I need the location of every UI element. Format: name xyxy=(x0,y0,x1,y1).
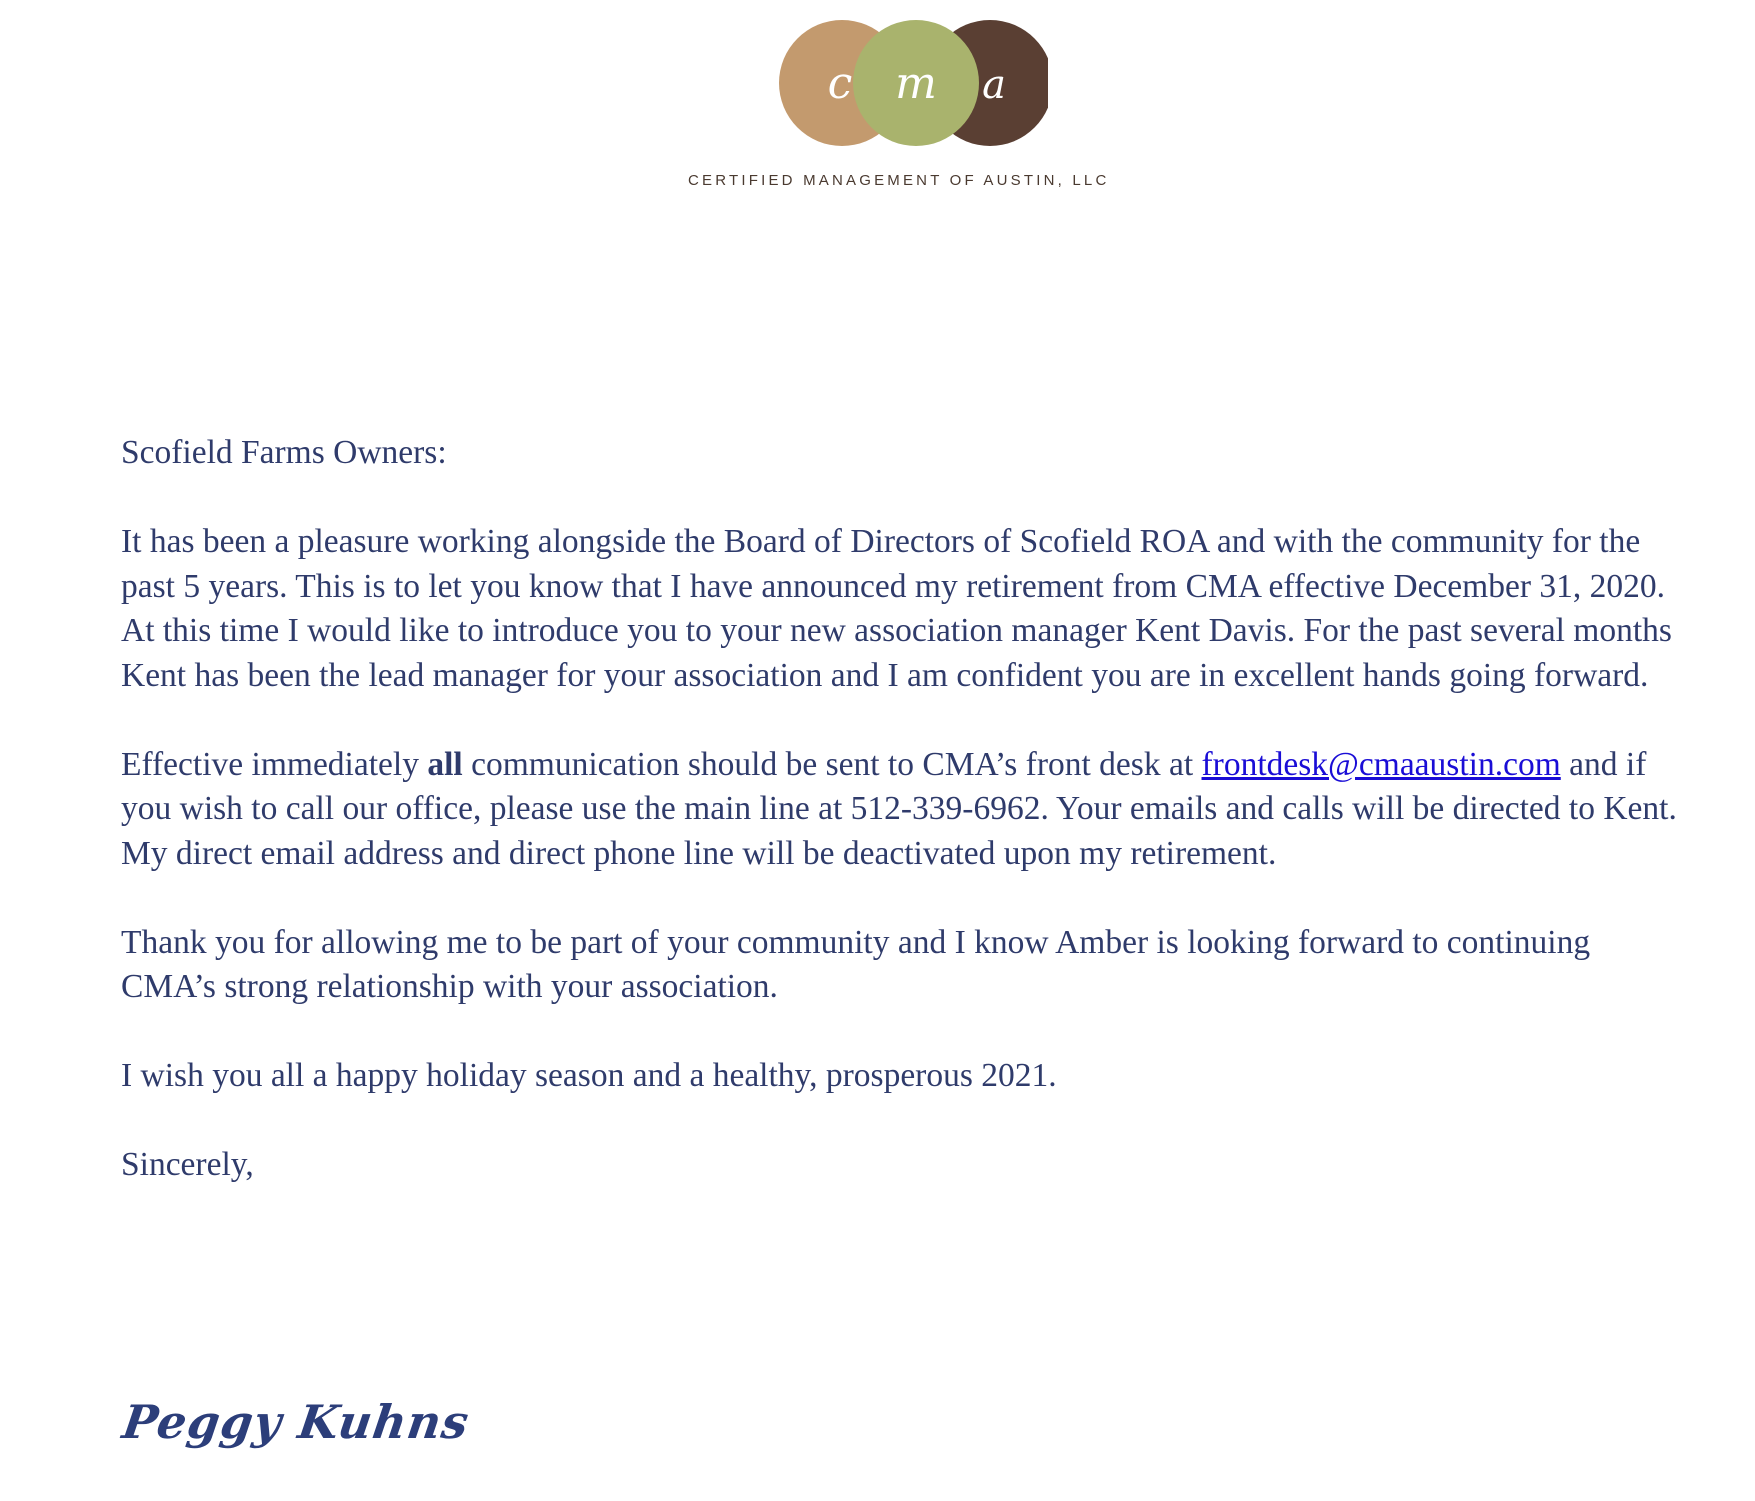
paragraph-thanks: Thank you for allowing me to be part of your community and I know Amber is looking forward to continuing CMA’s strong relationship with your association. xyxy=(121,923,1591,1005)
closing: Sincerely, xyxy=(121,1146,254,1183)
company-logo xyxy=(688,8,1108,208)
contact-text-1: Effective immediately xyxy=(121,745,428,783)
logo-circles xyxy=(748,8,1048,158)
bold-all: all xyxy=(427,745,463,783)
signature: Peggy Kuhns xyxy=(119,1395,473,1449)
salutation: Scofield Farms Owners: xyxy=(121,434,447,471)
company-name: CERTIFIED MANAGEMENT OF AUSTIN, LLC xyxy=(688,172,1110,189)
logo-letter-c: c xyxy=(827,58,853,109)
contact-text-2: communication should be sent to CMA’s front desk at xyxy=(462,745,1202,783)
paragraph-contact xyxy=(121,743,1681,877)
logo-letter-m: m xyxy=(895,58,937,109)
paragraph-retirement: It has been a pleasure working alongside the Board of Directors of Scofield ROA and with the community for the past 5 years. This is to let you know that I have announced my retirement from CMA effective December 31, 2020. At this time I would like to introduce you to your new association manager Kent Davis. For the past several months Kent has been the lead manager for your association and I am confident you are in excellent hands going forward. xyxy=(121,523,1672,694)
letter-body xyxy=(121,431,1681,1232)
frontdesk-email-link[interactable]: frontdesk@cmaaustin.com xyxy=(1201,745,1561,783)
contact-text-3: and if you wish to call our office, please use the main line at 512-339-6962. Your emails and calls will be directed to Kent. My direct email address and direct phone line will be deactivated upon my retirement. xyxy=(121,745,1677,872)
logo-letter-a: a xyxy=(982,62,1006,108)
paragraph-holiday: I wish you all a happy holiday season and a healthy, prosperous 2021. xyxy=(121,1057,1057,1094)
